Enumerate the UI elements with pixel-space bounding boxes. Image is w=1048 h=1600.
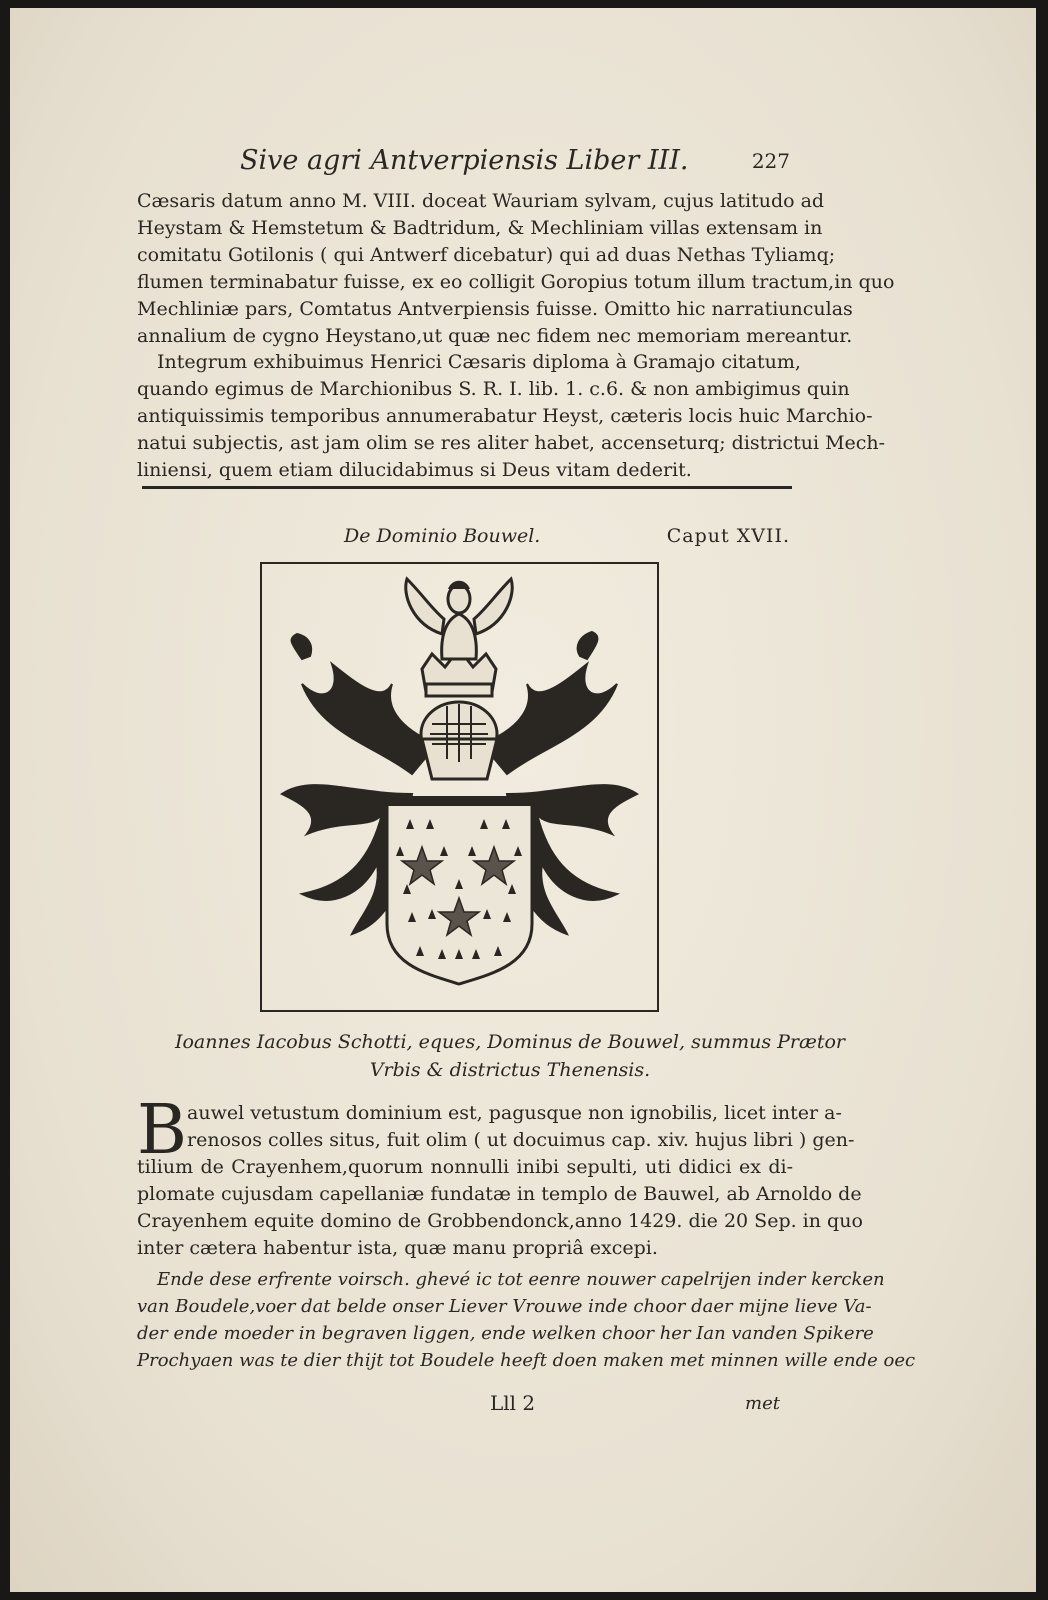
text-line: renosos colles situs, fuit olim ( ut docuimus cap. xiv. hujus libri ) gen-: [187, 1129, 855, 1151]
signature-mark: Lll 2: [490, 1391, 536, 1415]
text-line: Integrum exhibuimus Henrici Cæsaris diploma à Gramajo citatum,: [157, 351, 801, 373]
chapter-number: Caput XVII.: [666, 525, 790, 547]
text-line: Crayenhem equite domino de Grobbendonck,anno 1429. die 20 Sep. in quo: [137, 1210, 863, 1232]
text-line: tilium de Crayenhem,quorum nonnulli inibi sepulti, uti didici ex di-: [137, 1156, 793, 1178]
drop-capital: B: [137, 1091, 187, 1170]
page-number: 227: [751, 149, 790, 173]
text-line: flumen terminabatur fuisse, ex eo colligit Goropius totum illum tractum,in quo: [137, 271, 895, 293]
caption-line: Vrbis & districtus Thenensis.: [369, 1059, 651, 1081]
text-line: der ende moeder in begraven liggen, ende welken choor her Ian vanden Spikere: [137, 1323, 874, 1344]
coat-of-arms-icon: [262, 564, 657, 1010]
text-line: quando egimus de Marchionibus S. R. I. lib. 1. c.6. & non ambigimus quin: [137, 378, 850, 400]
text-line: Prochyaen was te dier thijt tot Boudele heeft doen maken met minnen wille ende oec: [137, 1350, 916, 1371]
text-line: inter cætera habentur ista, quæ manu propriâ excepi.: [137, 1237, 658, 1259]
text-line: auwel vetustum dominium est, pagusque non ignobilis, licet inter a-: [187, 1102, 842, 1124]
chapter-heading: [344, 525, 790, 555]
text-line: natui subjectis, ast jam olim se res aliter habet, accenseturq; districtui Mech-: [137, 432, 886, 454]
paragraph-1: [137, 188, 895, 350]
text-line: comitatu Gotilonis ( qui Antwerf dicebatur) qui ad duas Nethas Tyliamq;: [137, 244, 836, 266]
text-line: plomate cujusdam capellaniæ fundatæ in templo de Bauwel, ab Arnoldo de: [137, 1183, 862, 1205]
paragraph-2: [137, 349, 886, 484]
quoted-charter-text: [137, 1266, 916, 1374]
chapter-title: De Dominio Bouwel.: [344, 525, 541, 547]
paragraph-3: [137, 1091, 863, 1262]
text-line: Ende dese erfrente voirsch. ghevé ic tot eenre nouwer capelrijen inder kercken: [157, 1269, 885, 1290]
section-divider: [142, 486, 792, 489]
text-line: liniensi, quem etiam dilucidabimus si Deus vitam dederit.: [137, 459, 692, 481]
catchword: met: [745, 1393, 780, 1414]
text-line: Heystam & Hemstetum & Badtridum, & Mechliniam villas extensam in: [137, 217, 823, 239]
coat-of-arms-engraving: [260, 562, 659, 1012]
running-title: Sive agri Antverpiensis Liber III.: [240, 145, 689, 176]
text-line: annalium de cygno Heystano,ut quæ nec fidem nec memoriam mereantur.: [137, 325, 853, 347]
caption-line: Ioannes Iacobus Schotti, eques, Dominus de Bouwel, summus Prætor: [174, 1031, 846, 1053]
text-line: van Boudele,voer dat belde onser Liever Vrouwe inde choor daer mijne lieve Va-: [137, 1296, 872, 1317]
text-line: Mechliniæ pars, Comtatus Antverpiensis fuisse. Omitto hic narratiunculas: [137, 298, 853, 320]
text-line: antiquissimis temporibus annumerabatur Heyst, cæteris locis huic Marchio-: [137, 405, 873, 427]
page-header: [240, 145, 790, 185]
plate-caption: [160, 1028, 860, 1084]
book-page: [10, 8, 1036, 1592]
text-line: Cæsaris datum anno M. VIII. doceat Wauriam sylvam, cujus latitudo ad: [137, 190, 825, 212]
